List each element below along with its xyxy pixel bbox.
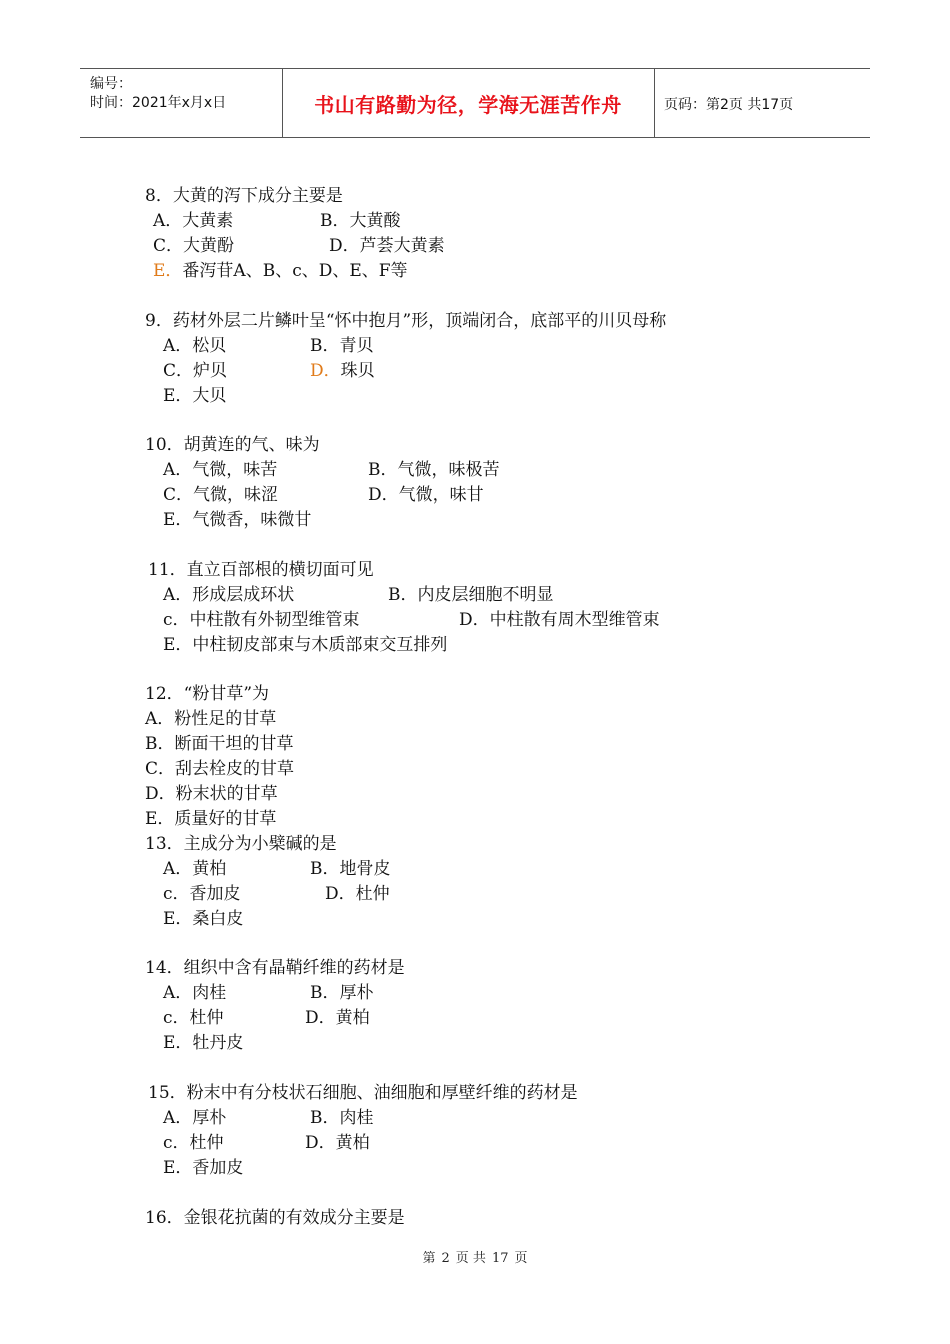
option-e: E．牡丹皮 <box>163 1033 244 1053</box>
page-footer: 第 2 页 共 17 页 <box>422 1251 528 1266</box>
option-b: B．气微，味极苦 <box>368 460 500 480</box>
option-b: B．青贝 <box>310 336 374 356</box>
option-c: C．刮去栓皮的甘草 <box>145 759 295 779</box>
option-e-answer: E．番泻苷A、B、c、D、E、F等 <box>153 261 408 281</box>
option-e: E．香加皮 <box>163 1158 244 1178</box>
option-c: c．中柱散有外韧型维管束 <box>163 610 360 630</box>
option-a: A．肉桂 <box>163 983 227 1003</box>
option-c: c．香加皮 <box>163 884 241 904</box>
option-a: A．黄柏 <box>163 859 227 879</box>
option-b: B．肉桂 <box>310 1108 374 1128</box>
footer-page-total: 17 <box>491 1251 509 1266</box>
option-c: c．杜仲 <box>163 1133 224 1153</box>
question-stem: 9．药材外层二片鳞叶呈“怀中抱月”形，顶端闭合，底部平的川贝母称 <box>145 311 667 331</box>
serial-label: 编号： <box>90 76 132 92</box>
option-e: E．中柱韧皮部束与木质部束交互排列 <box>163 635 448 655</box>
option-d: D．黄柏 <box>305 1008 370 1028</box>
question-stem: 12．“粉甘草”为 <box>145 684 270 704</box>
option-a: A．气微，味苦 <box>163 460 278 480</box>
question-stem: 11．直立百部根的横切面可见 <box>148 560 374 580</box>
question-stem: 13．主成分为小檗碱的是 <box>145 834 337 854</box>
answer-key-highlight: D． <box>310 361 341 381</box>
question-stem: 8．大黄的泻下成分主要是 <box>145 186 343 206</box>
answer-key-highlight: E． <box>153 261 183 281</box>
option-a: A．松贝 <box>163 336 227 356</box>
option-e: E．大贝 <box>163 386 227 406</box>
option-e: E．气微香，味微甘 <box>163 510 312 530</box>
option-c: C．炉贝 <box>163 361 228 381</box>
option-d: D．气微，味甘 <box>368 485 484 505</box>
motto-text: 书山有路勤为径，学海无涯苦作舟 <box>314 93 622 117</box>
option-e: E．桑白皮 <box>163 909 244 929</box>
option-a: A．粉性足的甘草 <box>145 709 277 729</box>
option-b: B．大黄酸 <box>320 211 401 231</box>
option-d: D．黄柏 <box>305 1133 370 1153</box>
option-b: B．厚朴 <box>310 983 374 1003</box>
option-b: B．断面干坦的甘草 <box>145 734 294 754</box>
header-divider <box>654 69 655 137</box>
option-e: E．质量好的甘草 <box>145 809 277 829</box>
question-stem: 16．金银花抗菌的有效成分主要是 <box>145 1208 405 1228</box>
question-stem: 14．组织中含有晶鞘纤维的药材是 <box>145 958 405 978</box>
option-d: D．中柱散有周木型维管束 <box>459 610 660 630</box>
question-stem: 10．胡黄连的气、味为 <box>145 435 320 455</box>
option-c: c．杜仲 <box>163 1008 224 1028</box>
option-c: C．大黄酚 <box>153 236 235 256</box>
option-d: D．杜仲 <box>325 884 390 904</box>
footer-page-number: 2 <box>441 1251 450 1266</box>
option-a: A．形成层成环状 <box>163 585 295 605</box>
date-label: 时间：2021年x月x日 <box>90 95 227 111</box>
option-b: B．地骨皮 <box>310 859 391 879</box>
option-d-answer: D．珠贝 <box>310 361 375 381</box>
option-c: C．气微，味涩 <box>163 485 279 505</box>
question-stem: 15．粉末中有分枝状石细胞、油细胞和厚壁纤维的药材是 <box>148 1083 578 1103</box>
option-b: B．内皮层细胞不明显 <box>388 585 554 605</box>
option-d: D．芦荟大黄素 <box>329 236 445 256</box>
page-label: 页码：第2页 共17页 <box>664 97 794 113</box>
option-d: D．粉末状的甘草 <box>145 784 278 804</box>
document-header <box>80 68 870 138</box>
option-a: A．大黄素 <box>153 211 234 231</box>
option-a: A．厚朴 <box>163 1108 227 1128</box>
